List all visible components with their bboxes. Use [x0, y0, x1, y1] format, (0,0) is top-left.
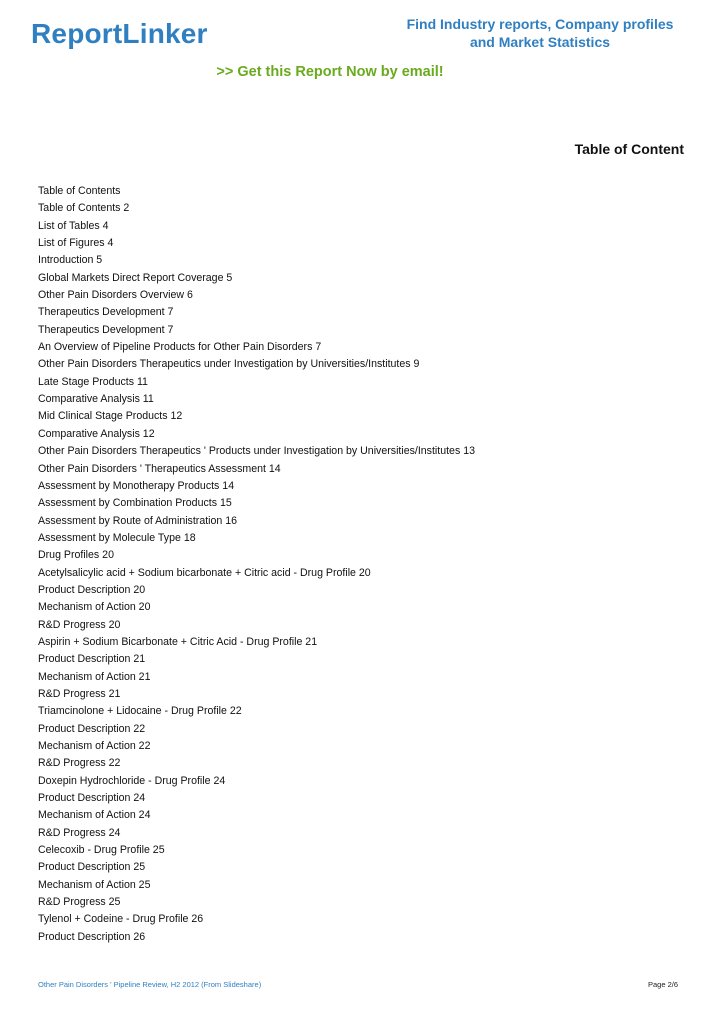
toc-entry: Mechanism of Action 20 — [38, 601, 151, 614]
toc-entry: Global Markets Direct Report Coverage 5 — [38, 271, 233, 284]
toc-entry: Late Stage Products 11 — [38, 375, 148, 388]
page-number: Page 2/6 — [647, 980, 678, 989]
tagline-line-1: Find Industry reports, Company profiles — [406, 16, 674, 32]
toc-entry: Product Description 22 — [38, 722, 146, 735]
toc-entry: Drug Profiles 20 — [38, 549, 114, 562]
table-of-contents — [38, 183, 475, 946]
toc-entry: Acetylsalicylic acid + Sodium bicarbonate + Citric acid - Drug Profile 20 — [38, 566, 371, 579]
toc-entry: Comparative Analysis 12 — [38, 427, 155, 440]
toc-entry: R&D Progress 20 — [38, 618, 121, 631]
toc-entry: R&D Progress 22 — [38, 757, 121, 770]
footer-source-link[interactable]: Other Pain Disorders ' Pipeline Review, H2 2012 (From Slideshare) — [38, 980, 262, 989]
toc-entry: R&D Progress 24 — [38, 826, 121, 839]
toc-entry: Mechanism of Action 24 — [38, 809, 151, 822]
toc-entry: Product Description 20 — [38, 583, 146, 596]
toc-entry: Doxepin Hydrochloride - Drug Profile 24 — [38, 774, 226, 787]
toc-entry: Mechanism of Action 22 — [38, 740, 151, 752]
toc-entry: Product Description 21 — [38, 653, 146, 666]
toc-entry: R&D Progress 21 — [38, 687, 121, 700]
get-report-link[interactable]: >> Get this Report Now by email! — [216, 64, 444, 80]
toc-entry: Other Pain Disorders ' Therapeutics Assessment 14 — [38, 462, 281, 475]
toc-entry: Introduction 5 — [38, 254, 103, 267]
toc-entry: Assessment by Combination Products 15 — [38, 497, 232, 510]
toc-entry: Assessment by Route of Administration 16 — [38, 514, 238, 527]
toc-entry: Table of Contents — [38, 185, 121, 197]
toc-entry: Therapeutics Development 7 — [38, 306, 174, 319]
toc-entry: List of Figures 4 — [38, 237, 114, 250]
toc-entry: Triamcinolone + Lidocaine - Drug Profile 22 — [38, 705, 242, 718]
toc-entry: Product Description 26 — [38, 930, 146, 943]
section-title: Table of Content — [574, 141, 684, 157]
toc-entry: An Overview of Pipeline Products for Other Pain Disorders 7 — [38, 341, 322, 354]
toc-entry: Therapeutics Development 7 — [38, 323, 174, 336]
toc-entry: Other Pain Disorders Overview 6 — [38, 289, 193, 302]
toc-entry: Other Pain Disorders Therapeutics under Investigation by Universities/Institutes 9 — [38, 358, 420, 371]
toc-entry: Celecoxib - Drug Profile 25 — [38, 844, 165, 857]
toc-entry: Mechanism of Action 21 — [38, 670, 151, 683]
toc-entry: Tylenol + Codeine - Drug Profile 26 — [38, 913, 204, 926]
toc-entry: Mid Clinical Stage Products 12 — [38, 410, 183, 423]
toc-entry: R&D Progress 25 — [38, 896, 121, 909]
toc-entry: Product Description 24 — [38, 792, 146, 805]
toc-entry: Comparative Analysis 11 — [38, 393, 154, 406]
toc-entry: Other Pain Disorders Therapeutics ' Products under Investigation by Universities/Institutes 13 — [38, 445, 475, 458]
toc-entry: Aspirin + Sodium Bicarbonate + Citric Acid - Drug Profile 21 — [38, 635, 318, 648]
header-tagline — [380, 15, 700, 51]
toc-entry: Mechanism of Action 25 — [38, 878, 151, 891]
toc-entry: Table of Contents 2 — [38, 202, 130, 215]
toc-entry: Assessment by Molecule Type 18 — [38, 531, 196, 544]
tagline-line-2: and Market Statistics — [469, 34, 611, 50]
toc-entry: Assessment by Monotherapy Products 14 — [38, 479, 235, 492]
reportlinker-logo[interactable]: ReportLinker — [31, 18, 208, 49]
toc-entry: List of Tables 4 — [38, 219, 109, 232]
toc-entry: Product Description 25 — [38, 861, 146, 874]
